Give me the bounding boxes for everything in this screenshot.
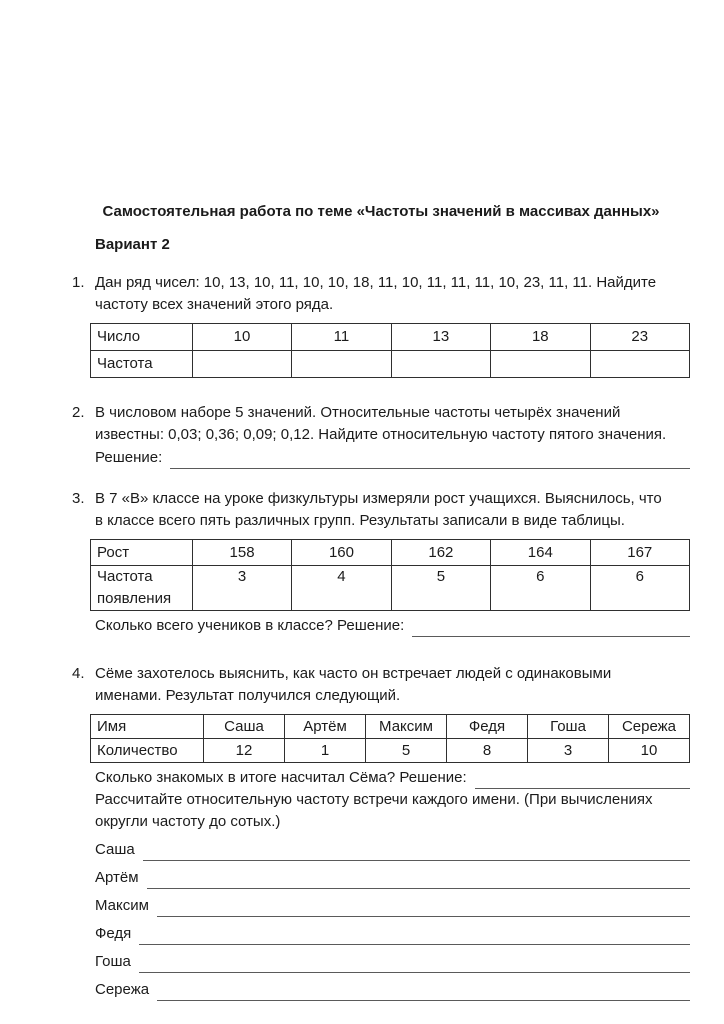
- table-cell: 5: [391, 566, 490, 611]
- question-2-text-line: В числовом наборе 5 значений. Относительные частоты четырёх значений: [95, 404, 621, 421]
- table-cell: 4: [292, 566, 391, 611]
- question-1-body: [95, 272, 690, 378]
- empty-answer-cell: [292, 351, 391, 378]
- table-row-number: [91, 324, 690, 351]
- question-4-number: 4.: [72, 665, 85, 682]
- name-label: Сережа: [95, 981, 150, 998]
- table-row-count: [91, 739, 690, 763]
- empty-answer-cell: [491, 351, 590, 378]
- table-cell: 10: [609, 739, 690, 763]
- answer-line-fedya: [95, 923, 690, 945]
- solution-label: Сколько знакомых в итоге насчитал Сёма? Решение:: [95, 769, 467, 786]
- answer-line-artyom: [95, 867, 690, 889]
- table-cell: 11: [292, 324, 391, 351]
- table-cell: 158: [192, 540, 291, 566]
- instruction-text-line: округли частоту до сотых.): [95, 813, 281, 830]
- name-blank-line: [139, 951, 690, 973]
- table-row-frequency: [91, 566, 690, 611]
- document-title: Самостоятельная работа по теме «Частоты значений в массивах данных»: [102, 203, 660, 220]
- question-2-text-line: известны: 0,03; 0,36; 0,09; 0,12. Найдите относительную частоту пятого значения.: [95, 426, 667, 443]
- name-label: Саша: [95, 841, 135, 858]
- table-cell: Федя: [447, 715, 528, 739]
- answer-line-serezha: [95, 979, 690, 1001]
- question-4: [72, 663, 690, 1001]
- answer-line-sasha: [95, 839, 690, 861]
- question-3-text-line: в классе всего пять различных групп. Результаты записали в виде таблицы.: [95, 512, 625, 529]
- number-frequency-table: [90, 323, 690, 378]
- row-header-cell: Рост: [91, 540, 193, 566]
- question-1: [72, 272, 690, 378]
- table-cell: 8: [447, 739, 528, 763]
- row-header-cell: Количество: [91, 739, 204, 763]
- table-cell: Сережа: [609, 715, 690, 739]
- table-row-frequency: [91, 351, 690, 378]
- name-label: Максим: [95, 897, 149, 914]
- table-cell: 162: [391, 540, 490, 566]
- table-cell: 23: [590, 324, 689, 351]
- question-3-body: [95, 488, 690, 637]
- table-cell: Гоша: [528, 715, 609, 739]
- name-count-table: [90, 714, 690, 763]
- table-cell: 6: [590, 566, 689, 611]
- table-cell: 3: [192, 566, 291, 611]
- question-3-text-line: В 7 «В» классе на уроке физкультуры измеряли рост учащихся. Выяснилось, что: [95, 490, 662, 507]
- question-4-text-line: именами. Результат получился следующий.: [95, 687, 401, 704]
- height-frequency-table: [90, 539, 690, 611]
- question-2-body: [95, 402, 690, 469]
- solution-blank-line: [475, 767, 690, 789]
- question-3: [72, 488, 690, 637]
- document-body: [72, 201, 690, 1001]
- answer-line-maksim: [95, 895, 690, 917]
- table-cell: Максим: [366, 715, 447, 739]
- table-cell: 164: [491, 540, 590, 566]
- question-4-body: [95, 663, 690, 1001]
- table-cell: 5: [366, 739, 447, 763]
- solution-label: Сколько всего учеников в классе? Решение:: [95, 617, 405, 634]
- table-cell: 1: [285, 739, 366, 763]
- instruction-text-line: Рассчитайте относительную частоту встречи каждого имени. (При вычислениях: [95, 791, 653, 808]
- question-3-number: 3.: [72, 490, 85, 507]
- name-blank-line: [139, 923, 690, 945]
- table-cell: 167: [590, 540, 689, 566]
- name-blank-line: [147, 867, 690, 889]
- solution-line: [95, 767, 690, 789]
- name-blank-line: [143, 839, 690, 861]
- table-cell: 160: [292, 540, 391, 566]
- solution-line: [95, 615, 690, 637]
- table-row-name: [91, 715, 690, 739]
- table-cell: 18: [491, 324, 590, 351]
- row-header-cell: Имя: [91, 715, 204, 739]
- question-1-text-line: Дан ряд чисел: 10, 13, 10, 11, 10, 10, 18, 11, 10, 11, 11, 11, 10, 23, 11, 11. Найдите: [95, 274, 657, 291]
- name-blank-line: [157, 895, 690, 917]
- table-cell: 12: [204, 739, 285, 763]
- solution-blank-line: [412, 615, 690, 637]
- table-cell: 13: [391, 324, 490, 351]
- name-label: Гоша: [95, 953, 131, 970]
- table-row-height: [91, 540, 690, 566]
- table-cell: Саша: [204, 715, 285, 739]
- question-1-number: 1.: [72, 274, 85, 291]
- name-blank-line: [157, 979, 690, 1001]
- question-4-text-line: Сёме захотелось выяснить, как часто он встречает людей с одинаковыми: [95, 665, 612, 682]
- row-header-cell: Частота: [91, 351, 193, 378]
- empty-answer-cell: [192, 351, 291, 378]
- question-2: [72, 402, 690, 469]
- name-label: Артём: [95, 869, 139, 886]
- table-cell: 6: [491, 566, 590, 611]
- solution-line: [95, 447, 690, 469]
- row-header-cell: Частота появления: [91, 566, 193, 611]
- question-2-number: 2.: [72, 404, 85, 421]
- name-label: Федя: [95, 925, 132, 942]
- solution-label: Решение:: [95, 449, 163, 466]
- variant-label: Вариант 2: [95, 236, 170, 253]
- table-cell: 10: [192, 324, 291, 351]
- answer-line-gosha: [95, 951, 690, 973]
- table-cell: Артём: [285, 715, 366, 739]
- table-cell: 3: [528, 739, 609, 763]
- empty-answer-cell: [590, 351, 689, 378]
- solution-blank-line: [170, 447, 690, 469]
- question-1-text-line: частоту всех значений этого ряда.: [95, 296, 334, 313]
- row-header-cell: Число: [91, 324, 193, 351]
- empty-answer-cell: [391, 351, 490, 378]
